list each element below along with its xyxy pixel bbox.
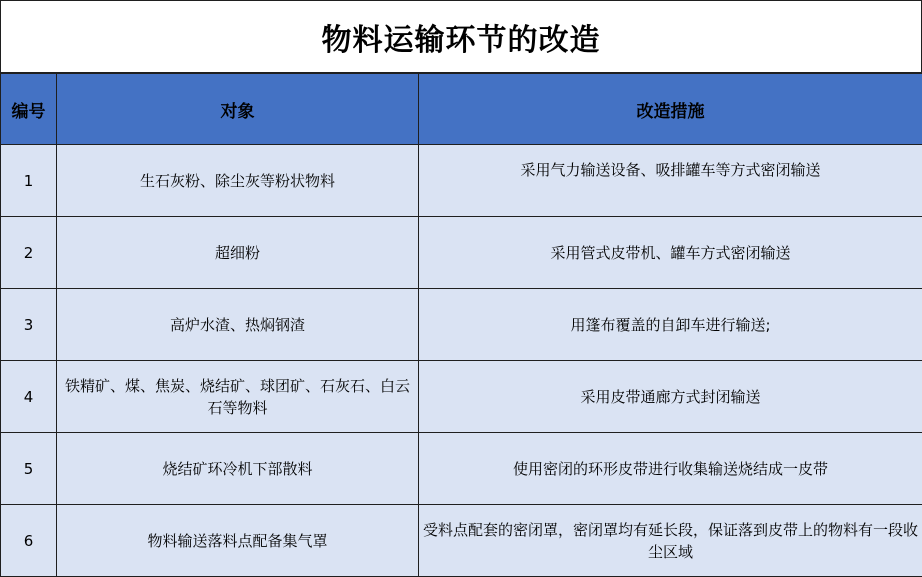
cell-number[interactable]: 4 (1, 361, 57, 433)
cell-object[interactable]: 超细粉 (57, 217, 419, 289)
table-row (1, 505, 922, 577)
cell-number[interactable]: 3 (1, 289, 57, 361)
cell-object[interactable]: 物料输送落料点配备集气罩 (57, 505, 419, 577)
header-object[interactable]: 对象 (57, 74, 419, 145)
cell-object[interactable]: 生石灰粉、除尘灰等粉状物料 (57, 145, 419, 217)
table-row (1, 217, 922, 289)
data-table (0, 73, 922, 577)
cell-measure[interactable]: 用篷布覆盖的自卸车进行输送; (419, 289, 922, 361)
cell-object[interactable]: 烧结矿环冷机下部散料 (57, 433, 419, 505)
table-row (1, 289, 922, 361)
cell-number[interactable]: 1 (1, 145, 57, 217)
header-measures[interactable]: 改造措施 (419, 74, 922, 145)
cell-measure[interactable]: 受料点配套的密闭罩，密闭罩均有延长段，保证落到皮带上的物料有一段收尘区域 (419, 505, 922, 577)
cell-object[interactable]: 高炉水渣、热焖钢渣 (57, 289, 419, 361)
header-row (1, 74, 922, 145)
cell-measure[interactable]: 采用气力输送设备、吸排罐车等方式密闭输送 (419, 145, 922, 217)
cell-measure[interactable]: 使用密闭的环形皮带进行收集输送烧结成一皮带 (419, 433, 922, 505)
cell-object[interactable]: 铁精矿、煤、焦炭、烧结矿、球团矿、石灰石、白云石等物料 (57, 361, 419, 433)
table-title: 物料运输环节的改造 (321, 22, 601, 58)
cell-measure[interactable]: 采用管式皮带机、罐车方式密闭输送 (419, 217, 922, 289)
table-row (1, 361, 922, 433)
table-row (1, 145, 922, 217)
table-title-cell[interactable] (0, 0, 922, 73)
header-number[interactable]: 编号 (1, 74, 57, 145)
cell-measure[interactable]: 采用皮带通廊方式封闭输送 (419, 361, 922, 433)
table-row (1, 433, 922, 505)
cell-number[interactable]: 2 (1, 217, 57, 289)
cell-number[interactable]: 6 (1, 505, 57, 577)
cell-number[interactable]: 5 (1, 433, 57, 505)
